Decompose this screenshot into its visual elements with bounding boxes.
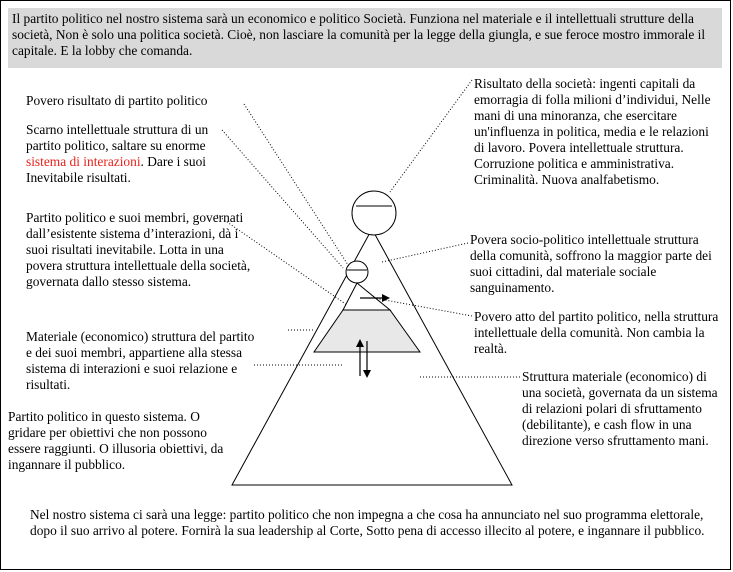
- down-arrow-head: [363, 370, 371, 378]
- party-head-circle: [346, 261, 368, 283]
- leader-society-result: [390, 80, 472, 192]
- label-scarce-structure-part1: Scarno intellettuale struttura di un partito politico, saltare su enorme: [26, 122, 209, 153]
- label-material-structure: Materiale (economico) struttura del partito e dei suoi membri, appartiene alla stessa sistema di interazioni e suoi relazione e risultati.: [26, 329, 255, 392]
- label-party-members: Partito politico e suoi membri, governati dall’esistente sistema d’interazioni, dà i suoi risultati inevitabile. Lotta in una povera struttura intellettuale della società, governata dallo stesso sistema.: [26, 210, 251, 289]
- label-party-in-system: Partito politico in questo sistema. O gridare per obiettivi che non possono essere raggiunti. O illusoria obiettivi, da ingannare il pubblico.: [8, 409, 224, 472]
- header-text-box: Il partito politico nel nostro sistema sarà un economico e politico Società. Funziona nel materiale e il intellettuali strutture della società, Non è solo una politica società. Cioè, non lasciare la comunità per la legge della giungla, e sue feroce mostro immorale il capitale. E la lobby che comanda.: [8, 8, 722, 68]
- label-scarce-structure-part2: . Dare i suoi Inevitabile risultati.: [26, 154, 206, 185]
- label-socio-political: Povera socio-politico intellettuale struttura della comunità, soffrono la maggior parte dei suoi cittadini, dal materiale sociale sanguinamento.: [470, 232, 712, 295]
- label-poor-act: Povero atto del partito politico, nella struttura intellettuale della comunità. Non cambia la realtà.: [474, 309, 719, 356]
- label-interaction-system: sistema di interazioni: [26, 154, 141, 169]
- label-society-result: Risultato della società: ingenti capitali da emorragia di folla milioni d’individui, Nelle mani di una minoranza, che esercitare un'influenza in politica, media e le relazioni di lavoro. Povera intellettuale struttura. Corruzione politica e amministrativa. Criminalità. Nuova analfabetismo.: [474, 76, 711, 187]
- label-scarce-structure: [26, 122, 234, 186]
- leader-socio-political: [382, 243, 468, 262]
- label-poor-result: Povero risultato di partito politico: [26, 93, 208, 108]
- footer-text: Nel nostro sistema ci sarà una legge: partito politico che non impegna a che cosa ha annunciato nel suo programma elettorale, dopo il suo arrivo al potere. Fornirà la sua leadership al Corte, Sotto pena di accesso illecito al potere, e ingannare il pubblico.: [30, 507, 705, 538]
- label-material-society: Struttura materiale (economico) di una società, governata da un sistema di relazioni polari di sfruttamento (debilitante), e cash flow in una direzione verso sfruttamento mani.: [522, 369, 718, 448]
- society-head-circle: [352, 191, 396, 235]
